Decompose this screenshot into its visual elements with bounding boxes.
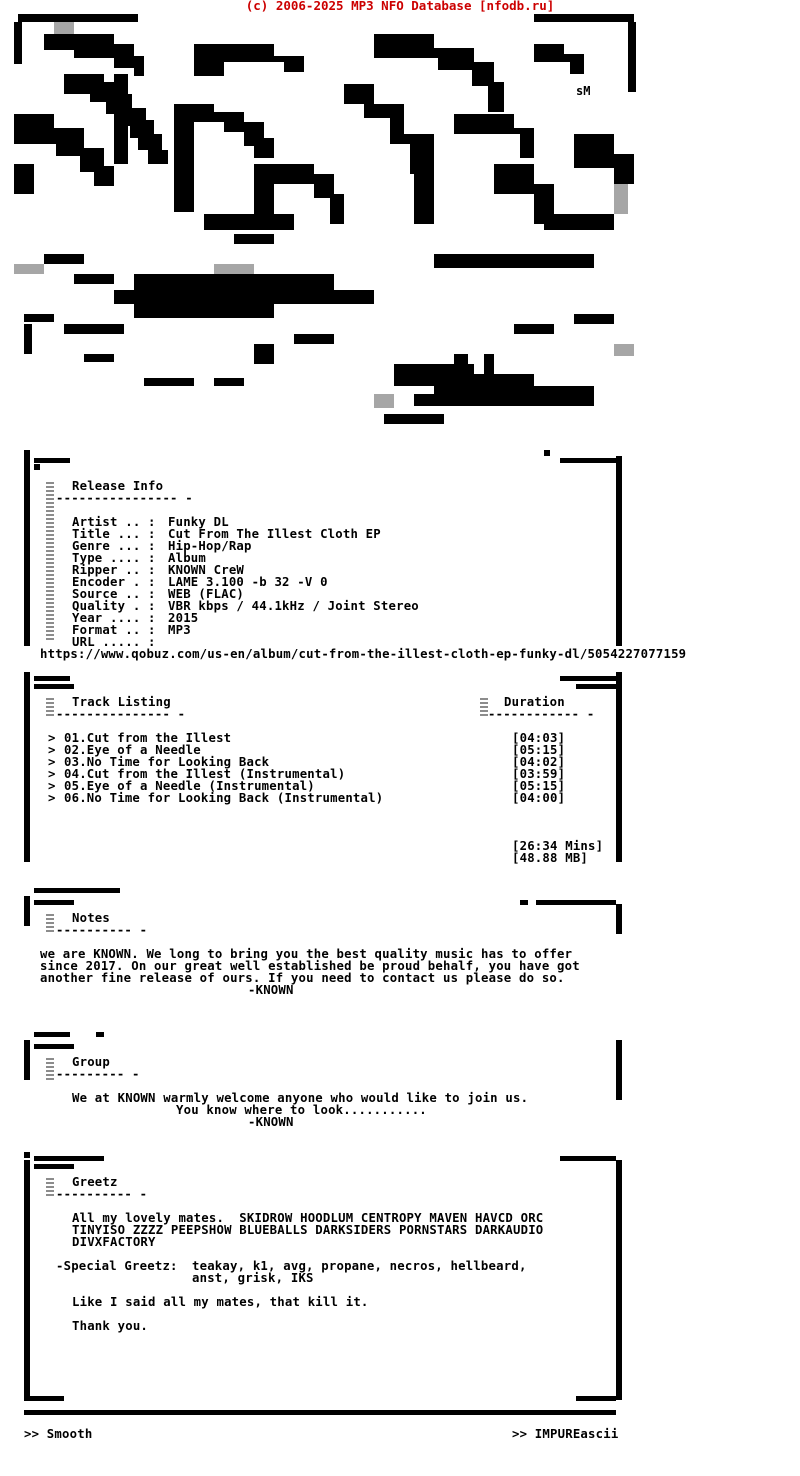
track-title: 01.Cut from the Illest — [64, 731, 232, 745]
field-value-artist: Funky DL — [168, 515, 229, 529]
field-label-ripper: Ripper .. : — [72, 563, 156, 577]
field-label-quality: Quality . : — [72, 599, 156, 613]
release-url-link[interactable]: https://www.qobuz.com/us-en/album/cut-from-the-illest-cloth-ep-funky-dl/5054227077159 — [40, 647, 687, 661]
notes-line: we are KNOWN. We long to bring you the best quality music has to offer — [40, 947, 573, 961]
greetz-line: TINYISO ZZZZ PEEPSHOW BLUEBALLS DARKSIDERS PORNSTARS DARKAUDIO — [72, 1223, 544, 1237]
track-duration: [04:02] — [512, 755, 566, 769]
total-time: [26:34 Mins] — [512, 839, 604, 853]
field-value-format: MP3 — [168, 623, 191, 637]
footer-left-credit: >> Smooth — [24, 1427, 93, 1441]
field-value-encoder: LAME 3.100 -b 32 -V 0 — [168, 575, 328, 589]
greetz-line: All my lovely mates. SKIDROW HOODLUM CENTROPY MAVEN HAVCD ORC — [72, 1211, 544, 1225]
notes-sign: -KNOWN — [248, 983, 294, 997]
special-greetz-line: teakay, k1, avg, propane, necros, hellbeard, — [192, 1259, 527, 1273]
notes-line: since 2017. On our great well established be proud behalf, you have got — [40, 959, 580, 973]
track-duration: [04:03] — [512, 731, 566, 745]
greetz-underline: ---------- - — [56, 1187, 148, 1201]
footer-right-credit: >> IMPUREascii — [512, 1427, 619, 1441]
track-listing-underline: --------------- - — [56, 707, 186, 721]
greetz-closing: Thank you. — [72, 1319, 149, 1333]
ascii-art-logo — [14, 14, 644, 444]
track-duration: [05:15] — [512, 779, 566, 793]
field-label-genre: Genre ... : — [72, 539, 156, 553]
greetz-closing: Like I said all my mates, that kill it. — [72, 1295, 369, 1309]
track-marker: > — [48, 731, 56, 745]
site-banner: (c) 2006-2025 MP3 NFO Database [nfodb.ru] — [245, 0, 555, 13]
field-value-genre: Hip-Hop/Rap — [168, 539, 252, 553]
notes-line: another fine release of ours. If you need to contact us please do so. — [40, 971, 565, 985]
field-value-year: 2015 — [168, 611, 199, 625]
track-listing-heading: Track Listing — [72, 695, 171, 709]
notes-heading: Notes — [72, 911, 111, 925]
logo-signature: sM — [576, 84, 591, 98]
release-info-underline: ---------------- - — [56, 491, 193, 505]
track-title: 06.No Time for Looking Back (Instrumental) — [64, 791, 384, 805]
field-value-ripper: KNOWN CreW — [168, 563, 245, 577]
duration-heading: Duration — [504, 695, 565, 709]
group-heading: Group — [72, 1055, 111, 1069]
track-duration: [04:00] — [512, 791, 566, 805]
field-label-source: Source .. : — [72, 587, 156, 601]
field-value-source: WEB (FLAC) — [168, 587, 245, 601]
release-info-heading: Release Info — [72, 479, 164, 493]
field-value-type: Album — [168, 551, 207, 565]
group-line: We at KNOWN warmly welcome anyone who would like to join us. — [72, 1091, 529, 1105]
track-duration: [03:59] — [512, 767, 566, 781]
greetz-heading: Greetz — [72, 1175, 118, 1189]
total-size: [48.88 MB] — [512, 851, 589, 865]
special-greetz-line: anst, grisk, IKS — [192, 1271, 314, 1285]
track-marker: > — [48, 755, 56, 769]
field-label-artist: Artist .. : — [72, 515, 156, 529]
notes-underline: ---------- - — [56, 923, 148, 937]
greetz-line: DIVXFACTORY — [72, 1235, 156, 1249]
track-title: 04.Cut from the Illest (Instrumental) — [64, 767, 346, 781]
track-marker: > — [48, 743, 56, 757]
track-title: 02.Eye of a Needle — [64, 743, 201, 757]
field-label-url: URL ..... : — [72, 635, 156, 649]
track-title: 03.No Time for Looking Back — [64, 755, 270, 769]
track-marker: > — [48, 767, 56, 781]
field-value-title: Cut From The Illest Cloth EP — [168, 527, 381, 541]
group-sign: -KNOWN — [248, 1115, 294, 1129]
track-duration: [05:15] — [512, 743, 566, 757]
field-label-type: Type .... : — [72, 551, 156, 565]
special-greetz-label: -Special Greetz: — [56, 1259, 178, 1273]
field-label-format: Format .. : — [72, 623, 156, 637]
field-label-title: Title ... : — [72, 527, 156, 541]
field-label-year: Year .... : — [72, 611, 156, 625]
track-title: 05.Eye of a Needle (Instrumental) — [64, 779, 315, 793]
group-underline: --------- - — [56, 1067, 140, 1081]
duration-underline: ------------ - — [488, 707, 595, 721]
field-value-quality: VBR kbps / 44.1kHz / Joint Stereo — [168, 599, 419, 613]
group-line: You know where to look........... — [176, 1103, 427, 1117]
track-marker: > — [48, 791, 56, 805]
field-label-encoder: Encoder . : — [72, 575, 156, 589]
track-marker: > — [48, 779, 56, 793]
